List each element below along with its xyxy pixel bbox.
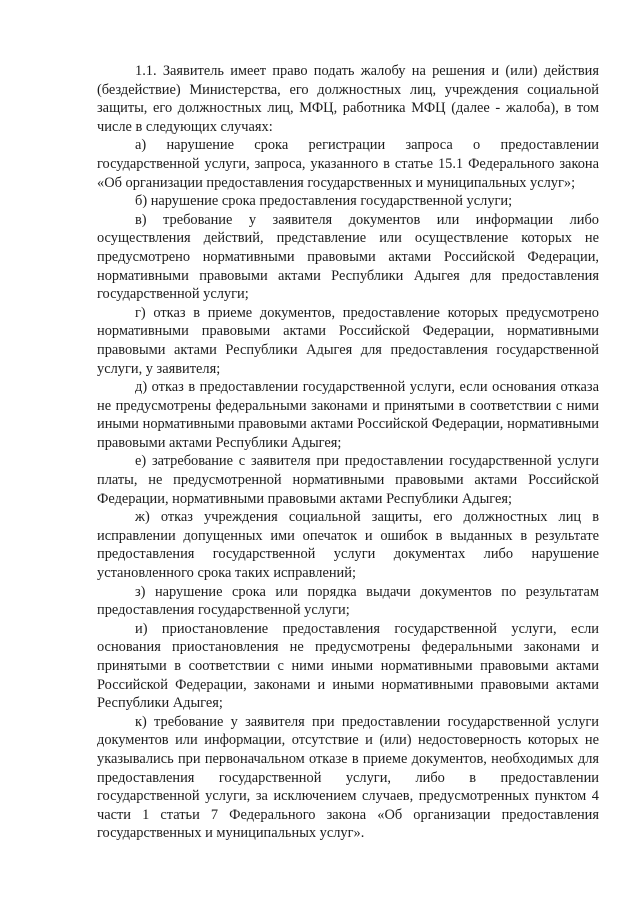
- paragraph-item-v: в) требование у заявителя документов или информации либо осуществления действий, представление или осуществление которых не предусмотрено нормативными правовыми актами Российской Федерации, нормативными правовыми актами Республики Адыгея для предоставления государственной услуги;: [97, 211, 599, 303]
- paragraph-item-k: к) требование у заявителя при предоставлении государственной услуги документов или информации, отсутствие и (или) недостоверность которых не указывались при первоначальном отказе в приеме документов, необходимых для предоставления государственной услуги, либо в предоставлении государственной услуги, за исключением случаев, предусмотренных пунктом 4 части 1 статьи 7 Федерального закона «Об организации предоставления государственных и муниципальных услуг».: [97, 713, 599, 842]
- paragraph-item-zh: ж) отказ учреждения социальной защиты, его должностных лиц в исправлении допущенных ими опечаток и ошибок в выданных в результате предоставления государственной услуги документах либо нарушение установленного срока таких исправлений;: [97, 509, 599, 582]
- paragraph-item-e: е) затребование с заявителя при предоставлении государственной услуги платы, не предусмотренной нормативными правовыми актами Российской Федерации, нормативными правовыми актами Республики Адыгея;: [97, 453, 599, 507]
- paragraph-item-z: з) нарушение срока или порядка выдачи документов по результатам предоставления государственной услуги;: [97, 583, 599, 619]
- paragraph-item-d: д) отказ в предоставлении государственной услуги, если основания отказа не предусмотрены федеральными законами и принятыми в соответствии с ними иными нормативными правовыми актами Российской Федерации, нормативными правовыми актами Республики Адыгея;: [97, 379, 599, 451]
- paragraph-intro: 1.1. Заявитель имеет право подать жалобу на решения и (или) действия (бездействие) Министерства, его должностных лиц, учреждения социальной защиты, его должностных лиц, МФЦ, работника МФЦ (далее - жалоба), в том числе в следующих случаях:: [97, 63, 599, 135]
- document-page: [97, 62, 599, 843]
- paragraph-item-g: г) отказ в приеме документов, предоставление которых предусмотрено нормативными правовыми актами Российской Федерации, нормативными правовыми актами Республики Адыгея для предоставления государственной услуги, у заявителя;: [97, 304, 599, 377]
- paragraph-item-b: б) нарушение срока предоставления государственной услуги;: [135, 193, 513, 210]
- paragraph-item-i: и) приостановление предоставления государственной услуги, если основания приостановления не предусмотрены федеральными законами и принятыми в соответствии с ними иными нормативными правовыми актами Российской Федерации, законами и иными нормативными правовыми актами Республики Адыгея;: [97, 620, 599, 712]
- paragraph-item-a: а) нарушение срока регистрации запроса о предоставлении государственной услуги, запроса, указанного в статье 15.1 Федерального закона «Об организации предоставления государственных и муниципальных услуг»;: [97, 137, 599, 191]
